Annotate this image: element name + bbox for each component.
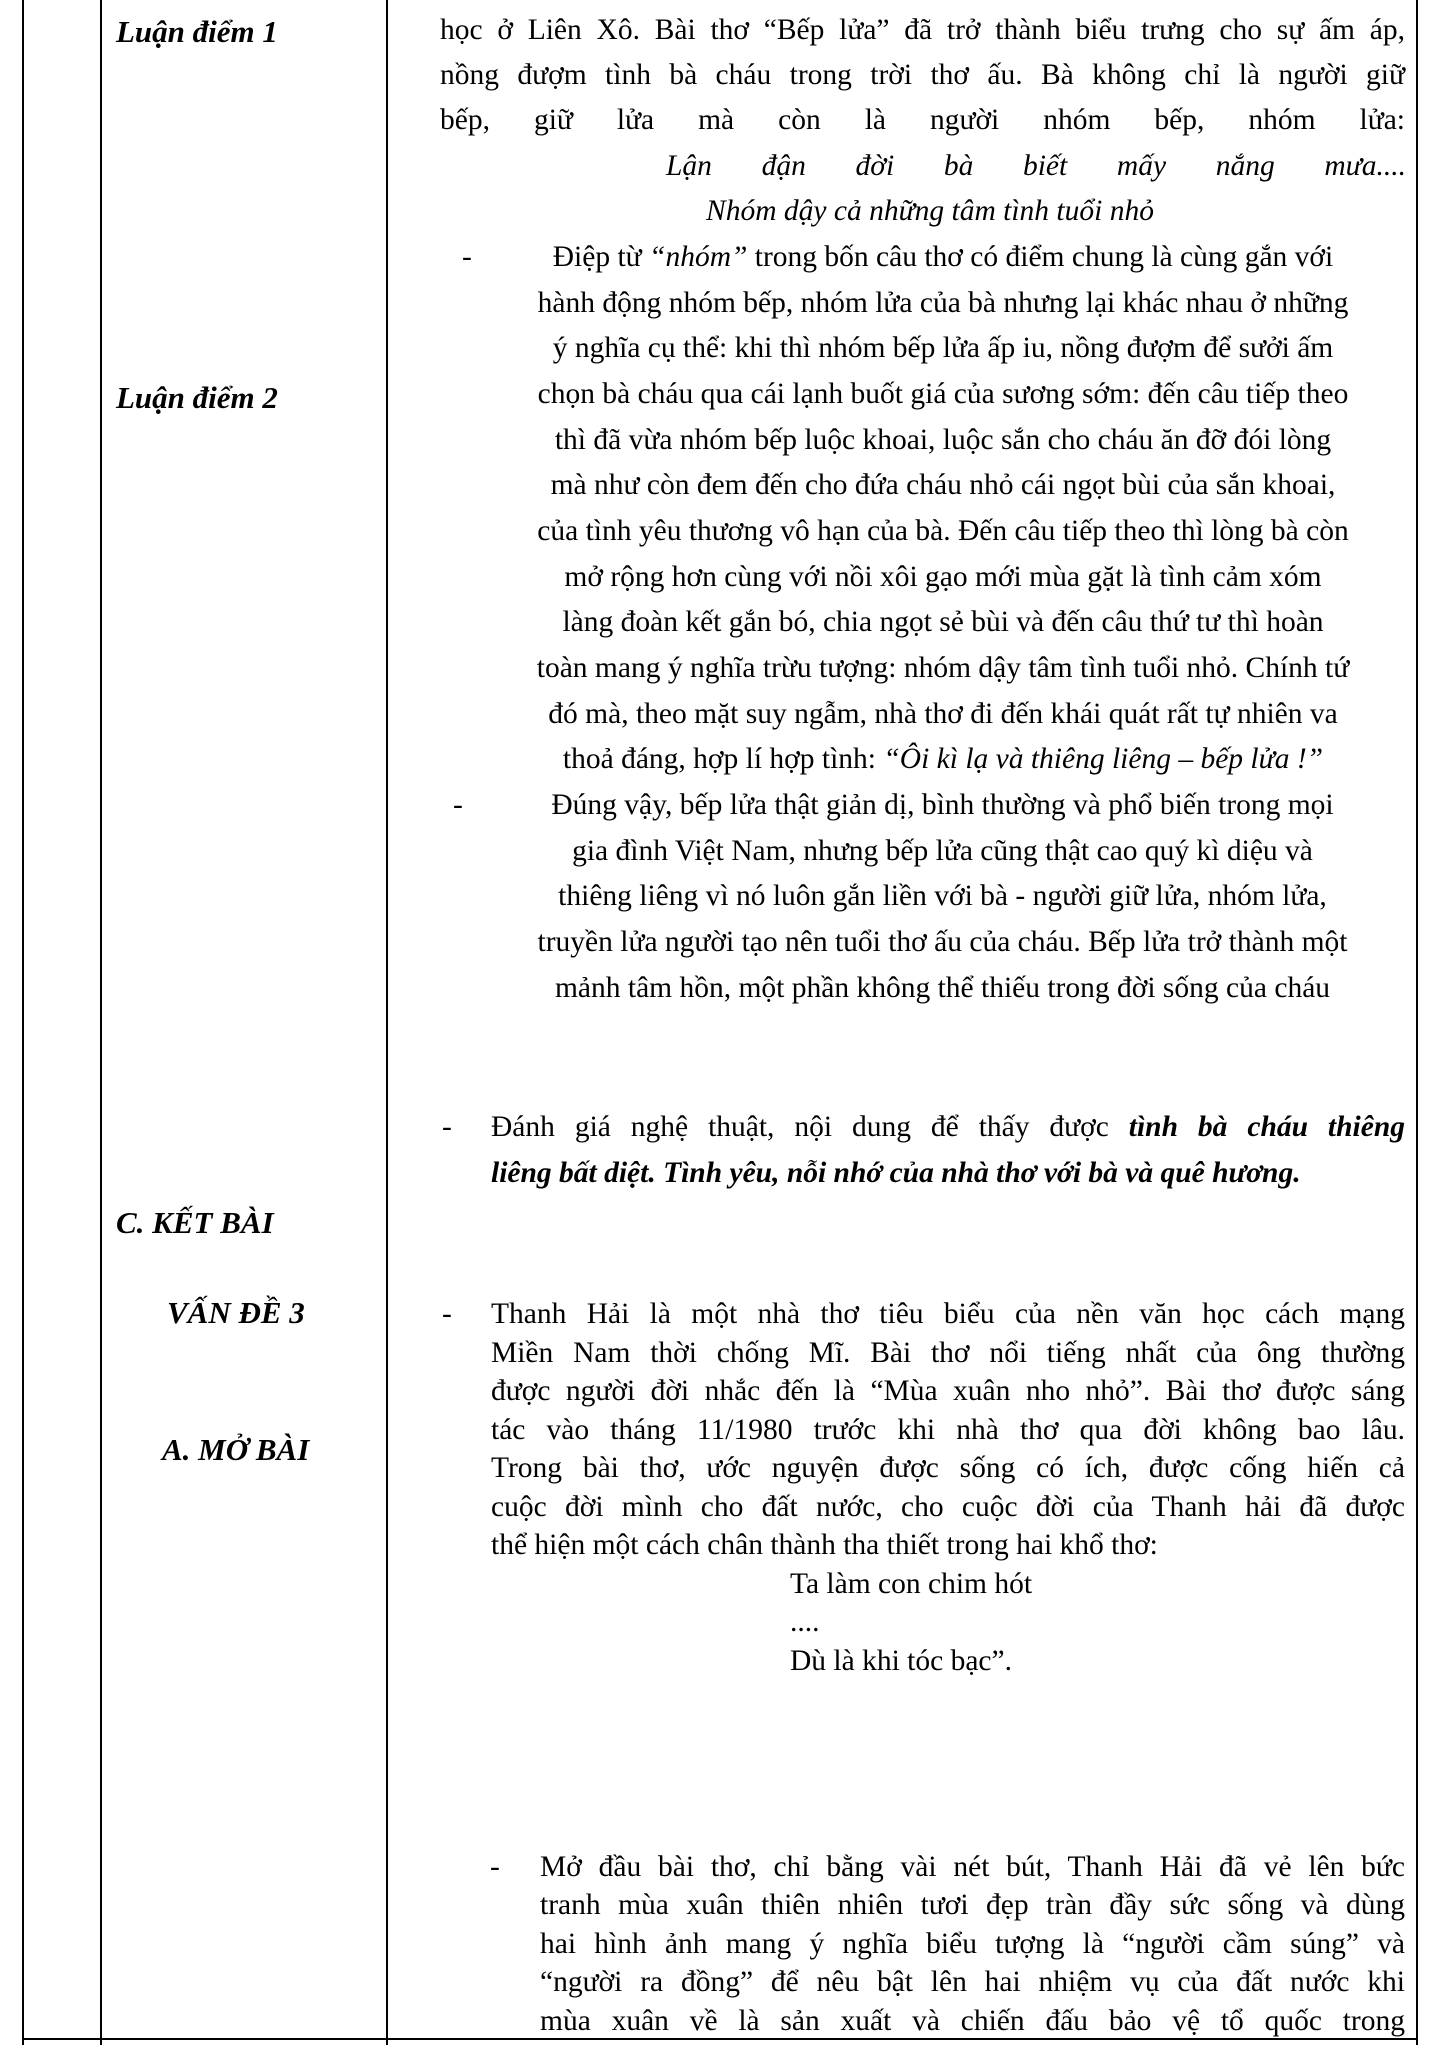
point1-lead: Điệp từ — [552, 241, 650, 273]
point1-dash: - — [462, 241, 472, 273]
table-right-border — [1416, 0, 1418, 2045]
intro-poem-quote-1: Lận đận đời bà biết mấy nắng mưa.... — [666, 150, 1406, 182]
point1-line-8: mở rộng hơn cùng với nồi xôi gạo mới mùa gặt là tình cảm xóm — [564, 561, 1322, 593]
point2-line-2: gia đình Việt Nam, nhưng bếp lửa cũng thật cao quý kì diệu và — [572, 835, 1313, 867]
opening-line-4: tác vào tháng 11/1980 trước khi nhà thơ qua đời không bao lâu. — [491, 1414, 1405, 1446]
opening-poem-line-1: Ta làm con chim hót — [790, 1568, 1033, 1600]
point1-line12-quote: “Ôi kì lạ và thiêng liêng – bếp lửa !” — [883, 743, 1324, 775]
point1-line-10: toàn mang ý nghĩa trừu tượng: nhóm dậy tâm tình tuổi nhỏ. Chính tứ — [536, 652, 1350, 684]
opening-line-1: Thanh Hải là một nhà thơ tiêu biểu của nền văn học cách mạng — [491, 1298, 1405, 1330]
label-luan-diem-1: Luận điểm 1 — [116, 14, 278, 49]
conclusion-line-2: liêng bất diệt. Tình yêu, nỗi nhớ của nhà thơ với bà và quê hương. — [491, 1157, 1301, 1189]
opening-line-2: Miền Nam thời chống Mĩ. Bài thơ nổi tiếng nhất của ông thường — [491, 1337, 1405, 1369]
opening-line-7: thể hiện một cách chân thành tha thiết trong hai khổ thơ: — [491, 1529, 1158, 1561]
point1-line-1 — [488, 235, 1398, 281]
point1-line12-lead: thoả đáng, hợp lí hợp tình: — [562, 743, 884, 775]
body-start-line-4: “người ra đồng” để nêu bật lên hai nhiệm vụ của đất nước khi — [540, 1966, 1405, 1998]
point1-line-5: thì đã vừa nhóm bếp luộc khoai, luộc sắn cho cháu ăn đỡ đói lòng — [554, 424, 1332, 456]
intro-line-1: học ở Liên Xô. Bài thơ “Bếp lửa” đã trở thành biểu trưng cho sự ấm áp, — [440, 14, 1405, 46]
opening-line-6: cuộc đời mình cho đất nước, cho cuộc đời của Thanh hải đã được — [491, 1491, 1405, 1523]
table-column-divider-2 — [386, 0, 388, 2045]
point2-line-4: truyền lửa người tạo nên tuổi thơ ấu của cháu. Bếp lửa trở thành một — [537, 926, 1348, 958]
point1-line1-rest: trong bốn câu thơ có điểm chung là cùng gắn với — [747, 241, 1334, 273]
conclusion-lead: Đánh giá nghệ thuật, nội dung để thấy được — [491, 1111, 1129, 1143]
point1-line-12 — [488, 737, 1398, 783]
point1-keyword: “nhóm” — [649, 241, 748, 273]
body-start-dash: - — [490, 1851, 500, 1883]
intro-line-2: nồng đượm tình bà cháu trong trời thơ ấu. Bà không chỉ là người giữ — [440, 59, 1405, 91]
body-start-line-1: Mở đầu bài thơ, chỉ bằng vài nét bút, Thanh Hải đã vẻ lên bức — [540, 1851, 1405, 1883]
point1-line-3: ý nghĩa cụ thể: khi thì nhóm bếp lửa ấp iu, nồng đượm để sưởi ấm — [552, 332, 1334, 364]
body-start-line-2: tranh mùa xuân thiên nhiên tươi đẹp tràn đầy sức sống và dùng — [540, 1889, 1405, 1921]
body-start-line-3: hai hình ảnh mang ý nghĩa biểu tượng là “người cầm súng” và — [540, 1928, 1405, 1960]
table-column-divider-1 — [100, 0, 102, 2045]
label-van-de-3: VẤN ĐỀ 3 — [167, 1295, 305, 1330]
point2-line-5: mảnh tâm hồn, một phần không thể thiếu trong đời sống của cháu — [554, 972, 1331, 1004]
intro-line-3: bếp, giữ lửa mà còn là người nhóm bếp, nhóm lửa: — [440, 104, 1405, 136]
opening-poem-line-2: .... — [790, 1606, 820, 1638]
point1-line-11: đó mà, theo mặt suy ngẫm, nhà thơ đi đến khái quát rất tự nhiên va — [548, 698, 1338, 730]
point1-line-2: hành động nhóm bếp, nhóm lửa của bà nhưng lại khác nhau ở những — [537, 287, 1349, 319]
label-mo-bai: A. MỞ BÀI — [162, 1432, 310, 1467]
point2-line-1: Đúng vậy, bếp lửa thật giản dị, bình thường và phổ biến trong mọi — [551, 789, 1334, 821]
point1-line-4: chọn bà cháu qua cái lạnh buốt giá của sương sớm: đến câu tiếp theo — [537, 378, 1349, 410]
point1-line-6: mà như còn đem đến cho đứa cháu nhỏ cái ngọt bùi của sắn khoai, — [550, 469, 1336, 501]
point2-dash: - — [453, 789, 463, 821]
body-start-line-5: mùa xuân về là sản xuất và chiến đấu bảo vệ tổ quốc trong — [540, 2005, 1405, 2037]
point1-line-7: của tình yêu thương vô hạn của bà. Đến câu tiếp theo thì lòng bà còn — [537, 515, 1349, 547]
conclusion-line-1 — [491, 1105, 1405, 1151]
opening-line-3: được người đời nhắc đến là “Mùa xuân nho nhỏ”. Bài thơ được sáng — [491, 1375, 1405, 1407]
conclusion-bold-1: tình bà cháu thiêng — [1128, 1111, 1405, 1143]
label-luan-diem-2: Luận điểm 2 — [116, 380, 278, 415]
point1-line-9: làng đoàn kết gắn bó, chia ngọt sẻ bùi và đến câu thứ tư thì hoàn — [562, 606, 1324, 638]
opening-dash: - — [442, 1298, 452, 1330]
opening-poem-line-3: Dù là khi tóc bạc”. — [790, 1645, 1012, 1677]
point2-line-3: thiêng liêng vì nó luôn gắn liền với bà - người giữ lửa, nhóm lửa, — [558, 880, 1327, 912]
table-left-border — [22, 0, 24, 2045]
opening-line-5: Trong bài thơ, ước nguyện được sống có ích, được cống hiến cả — [491, 1452, 1405, 1484]
intro-poem-quote-2: Nhóm dậy cả những tâm tình tuổi nhỏ — [706, 195, 1154, 227]
label-ket-bai: C. KẾT BÀI — [116, 1205, 274, 1240]
conclusion-dash: - — [442, 1111, 452, 1143]
